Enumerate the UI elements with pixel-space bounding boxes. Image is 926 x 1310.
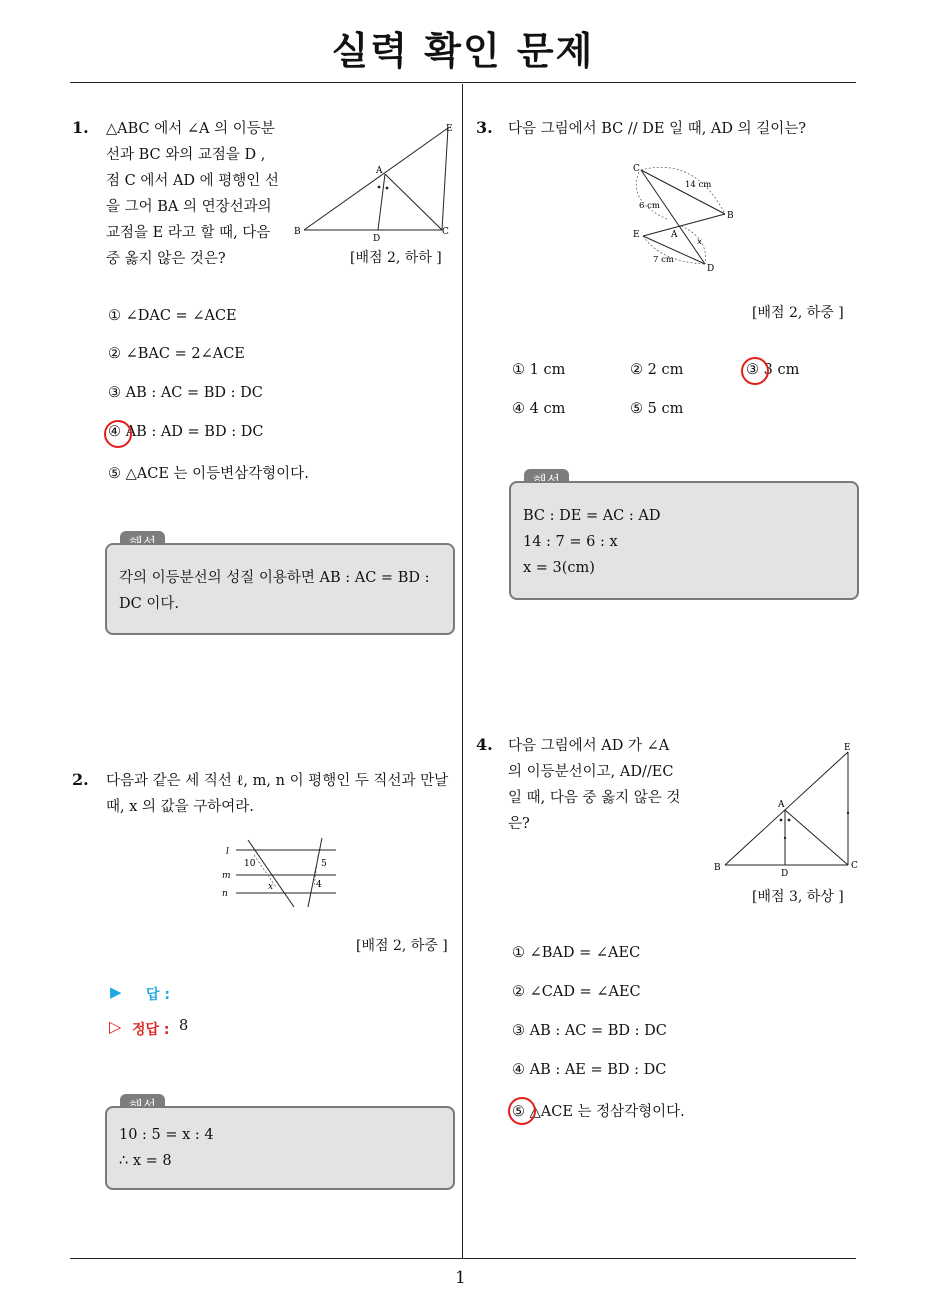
q2-line: 다음과 같은 세 직선 ℓ, m, n 이 평행인 두 직선과 만날 [106, 773, 449, 789]
q1-choice-1[interactable]: ① ∠DAC = ∠ACE [108, 308, 237, 324]
q4-line: 의 이등분선이고, AD//EC [508, 764, 674, 780]
q3-score: [배점 2, 하중 ] [752, 305, 844, 321]
q4-question [508, 733, 708, 837]
q4-answer-mark-icon [508, 1097, 536, 1125]
q1-label-b: B [294, 227, 301, 237]
q1-label-e: E [446, 124, 453, 134]
q3-question: 다음 그림에서 BC // DE 일 때, AD 의 길이는? [508, 121, 807, 137]
q1-answer-mark-icon [104, 420, 132, 448]
q1-score: [배점 2, 하하 ] [350, 250, 442, 266]
q1-line: 중 옳지 않은 것은? [106, 251, 226, 267]
q2-correct-label: 정답 : [132, 1022, 170, 1038]
q1-line: 점 C 에서 AD 에 평행인 선 [106, 173, 279, 189]
q2-question [106, 768, 456, 820]
q3-explain-line: BC : DE = AC : AD [523, 508, 661, 524]
q3-label-e: E [633, 230, 640, 240]
q4-line: 일 때, 다음 중 옳지 않은 것 [508, 790, 681, 806]
q1-explain-box [105, 543, 455, 635]
q4-choice-1[interactable]: ① ∠BAD = ∠AEC [512, 945, 641, 961]
correct-arrow-icon: ▷ [109, 1017, 122, 1036]
q2-label-n: n [222, 889, 228, 899]
q1-label-c: C [442, 227, 449, 237]
q2-line: 때, x 의 값을 구하여라. [106, 799, 254, 815]
q4-triangle-figure [710, 738, 860, 878]
q3-answer-mark-icon [741, 357, 769, 385]
q1-triangle-figure [290, 118, 460, 243]
q3-choice-5[interactable]: ⑤ 5 cm [630, 401, 684, 417]
q1-choice-5[interactable]: ⑤ △ACE 는 이등변삼각형이다. [108, 466, 309, 482]
q4-line: 다음 그림에서 AD 가 ∠A [508, 738, 670, 754]
q4-label-e: E [844, 743, 851, 753]
column-divider [462, 84, 463, 1259]
q2-label-l: l [226, 847, 229, 857]
q3-label-c: C [633, 164, 640, 174]
q2-explain-line: ∴ x = 8 [119, 1153, 172, 1169]
q1-explain-line: DC 이다. [119, 596, 179, 612]
q4-choice-3[interactable]: ③ AB : AC = BD : DC [512, 1023, 667, 1039]
q3-choice-3[interactable]: ③ 3 cm [746, 362, 800, 378]
q1-question [106, 116, 286, 272]
q2-score: [배점 2, 하중 ] [356, 938, 448, 954]
q2-answer-label: 답 : [146, 987, 170, 1003]
q4-score: [배점 3, 하상 ] [752, 889, 844, 905]
q2-correct-value: 8 [179, 1018, 189, 1034]
footer-rule [70, 1258, 856, 1259]
answer-arrow-icon: ▶ [110, 983, 122, 1001]
q3-explain-box [509, 481, 859, 600]
q1-choice-3[interactable]: ③ AB : AC = BD : DC [108, 385, 263, 401]
q1-label-d: D [373, 234, 381, 243]
page-title: 실력 확인 문제 [331, 29, 595, 73]
q4-line: 은? [508, 816, 530, 832]
q2-label-10: 10 [244, 859, 256, 869]
q1-line: 교점을 E 라고 할 때, 다음 [106, 225, 271, 241]
q4-label-d: D [781, 869, 789, 878]
q4-choice-4[interactable]: ④ AB : AE = BD : DC [512, 1062, 667, 1078]
q1-line: 을 그어 BA 의 연장선과의 [106, 199, 272, 215]
q2-label-5: 5 [321, 859, 327, 869]
q2-explain-line: 10 : 5 = x : 4 [119, 1127, 214, 1143]
q3-label-x: x [697, 237, 702, 247]
q4-choice-5[interactable]: ⑤ △ACE 는 정삼각형이다. [512, 1104, 685, 1120]
q4-number: 4. [476, 735, 493, 754]
q3-choice-2[interactable]: ② 2 cm [630, 362, 684, 378]
q3-explain-line: x = 3(cm) [523, 560, 595, 576]
q3-choice-4[interactable]: ④ 4 cm [512, 401, 566, 417]
q3-label-6cm: 6 cm [639, 201, 660, 211]
q2-label-4: 4 [316, 880, 322, 890]
q3-label-b: B [727, 211, 734, 221]
q2-number: 2. [72, 770, 89, 789]
q4-choice-2[interactable]: ② ∠CAD = ∠AEC [512, 984, 641, 1000]
q3-number: 3. [476, 118, 493, 137]
q3-label-14cm: 14 cm [685, 180, 712, 190]
q3-label-d: D [707, 264, 715, 274]
q2-label-x: x [268, 882, 274, 892]
q4-label-c: C [851, 861, 858, 871]
q2-explain-box [105, 1106, 455, 1190]
q2-parallel-lines-figure [218, 835, 348, 913]
q4-label-a: A [778, 800, 785, 810]
q4-label-b: B [714, 863, 721, 873]
q3-explain-line: 14 : 7 = 6 : x [523, 534, 618, 550]
q1-choice-4[interactable]: ④ AB : AD = BD : DC [108, 424, 264, 440]
q3-label-7cm: 7 cm [653, 255, 674, 265]
q1-line: △ABC 에서 ∠A 의 이등분 [106, 121, 275, 137]
q1-line: 선과 BC 와의 교점을 D , [106, 147, 266, 163]
q1-explain-line: 각의 이등분선의 성질 이용하면 AB : AC = BD : [119, 570, 430, 586]
q1-choice-2[interactable]: ② ∠BAC = 2∠ACE [108, 346, 245, 362]
q1-number: 1. [72, 118, 89, 137]
q3-choice-1[interactable]: ① 1 cm [512, 362, 566, 378]
q3-figure [625, 158, 750, 278]
q2-label-m: m [222, 871, 231, 881]
q1-label-a: A [376, 166, 383, 176]
page-number: 1 [455, 1268, 466, 1288]
q3-label-a: A [671, 230, 678, 240]
header-rule [70, 82, 856, 83]
